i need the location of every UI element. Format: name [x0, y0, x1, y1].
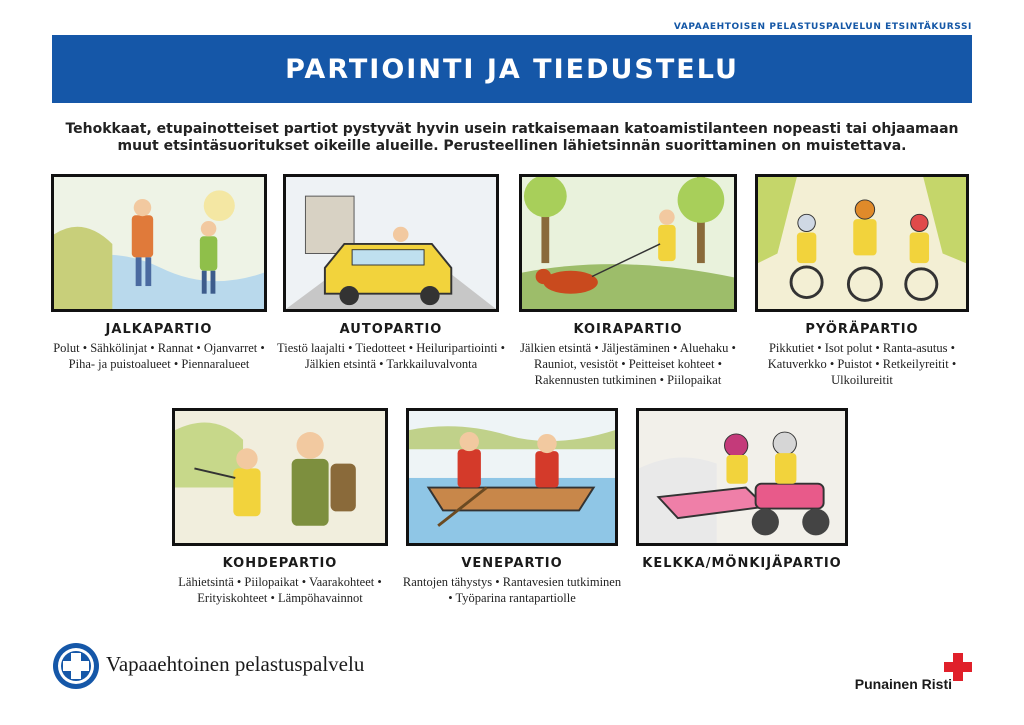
caption-boat-patrol	[402, 556, 622, 606]
illustration-snowmobile-atv-patrol	[636, 408, 848, 546]
caption-snowmobile-atv-patrol	[626, 556, 858, 574]
caption-bike-patrol	[754, 322, 970, 388]
vpp-cross-logo-icon	[52, 642, 100, 690]
caption-text: Tiestö laajalti • Tiedotteet • Heiluripartiointi • Jälkien etsintä • Tarkkailuvalvonta	[277, 341, 505, 371]
caption-site-patrol	[166, 556, 394, 606]
caption-foot-patrol	[48, 322, 270, 372]
caption-title: VENEPARTIO	[461, 556, 563, 571]
caption-title: KOHDEPARTIO	[222, 556, 338, 571]
illustration-boat-patrol	[406, 408, 618, 546]
caption-text: Polut • Sähkölinjat • Rannat • Ojanvarret • Piha- ja puistoalueet • Piennaralueet	[53, 341, 265, 371]
org-name-right: Punainen Risti	[854, 676, 952, 692]
caption-text: Pikkutiet • Isot polut • Ranta-asutus • Katuverkko • Puistot • Retkeilyreitit • Ulkoilureitit	[767, 341, 957, 387]
title-banner	[52, 35, 972, 103]
caption-title: AUTOPARTIO	[339, 322, 443, 337]
caption-title: KOIRAPARTIO	[573, 322, 683, 337]
org-name-left: Vapaaehtoinen pelastuspalvelu	[106, 652, 365, 676]
caption-title: KELKKA/MÖNKIJÄPARTIO	[642, 556, 842, 571]
caption-title: JALKAPARTIO	[105, 322, 213, 337]
caption-title: PYÖRÄPARTIO	[805, 322, 919, 337]
caption-dog-patrol	[514, 322, 742, 388]
illustration-foot-patrol	[51, 174, 267, 312]
illustration-car-patrol	[283, 174, 499, 312]
illustration-dog-patrol	[519, 174, 737, 312]
course-tag: VAPAAEHTOISEN PELASTUSPALVELUN ETSINTÄKURSSI	[673, 22, 972, 32]
caption-text: Rantojen tähystys • Rantavesien tutkiminen • Työparina rantapartiolle	[402, 575, 622, 605]
illustration-site-patrol	[172, 408, 388, 546]
caption-text: Jälkien etsintä • Jäljestäminen • Aluehaku • Rauniot, vesistöt • Peitteiset kohteet • Rakennusten tutkiminen • Piilopaikat	[520, 341, 736, 387]
caption-text: Lähietsintä • Piilopaikat • Vaarakohteet • Erityiskohteet • Lämpöhavainnot	[178, 575, 382, 605]
page-title: PARTIOINTI JA TIEDUSTELU	[285, 53, 739, 85]
illustration-bike-patrol	[755, 174, 969, 312]
intro-text: Tehokkaat, etupainotteiset partiot pystyvät hyvin usein ratkaisemaan katoamistilanteen nopeasti tai ohjaamaan muut etsintäsuoritukset oikeille alueille. Perusteellinen lähietsinnän suorittaminen on muistettava.	[65, 121, 959, 154]
caption-car-patrol	[273, 322, 509, 372]
